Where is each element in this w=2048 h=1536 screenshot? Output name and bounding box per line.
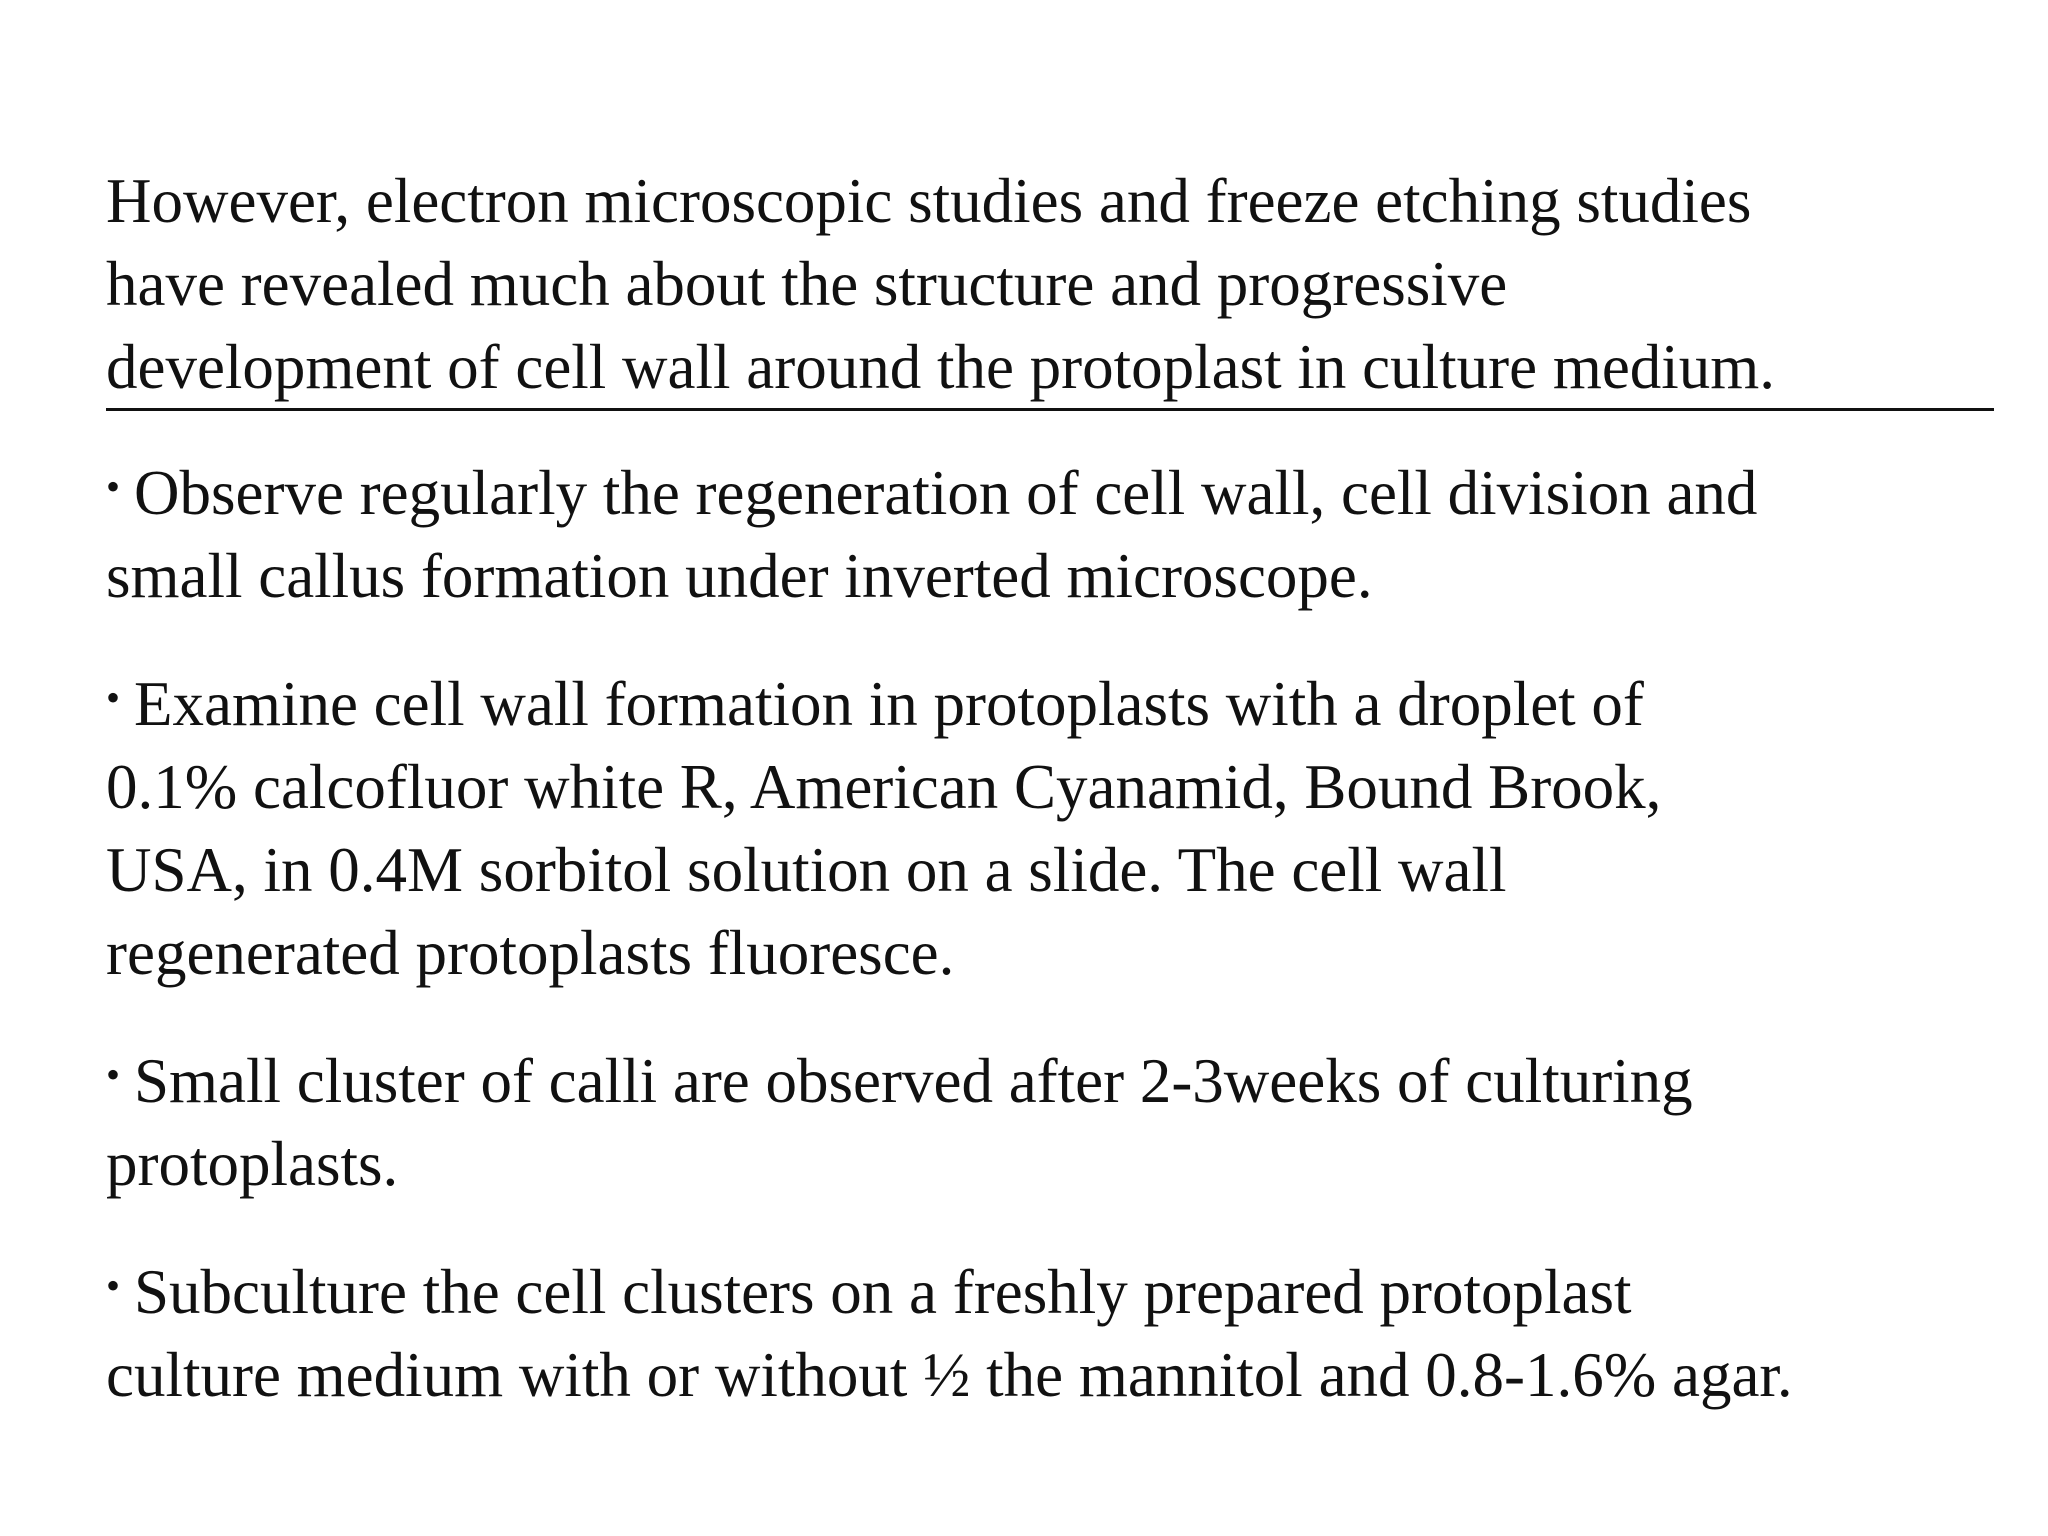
bullet-4-line-1: Subculture the cell clusters on a freshly prepared protoplast (134, 1257, 1632, 1327)
bullet-2-line-1: Examine cell wall formation in protoplasts with a droplet of (134, 669, 1644, 739)
bullet-marker: • (106, 1263, 121, 1308)
bullet-marker: • (106, 464, 121, 509)
intro-paragraph (106, 160, 1996, 411)
bullet-3-line-1: Small cluster of calli are observed after 2-3weeks of culturing (134, 1046, 1693, 1116)
slide-content (106, 160, 1996, 1455)
intro-line-2: have revealed much about the structure and progressive (106, 249, 1508, 319)
bullet-observe (106, 445, 1996, 618)
bullet-1-line-1: Observe regularly the regeneration of cell wall, cell division and (134, 458, 1758, 528)
intro-line-1: However, electron microscopic studies and freeze etching studies (106, 166, 1752, 236)
bullet-1-line-2: small callus formation under inverted microscope. (106, 541, 1373, 611)
intro-line-3-underlined: development of cell wall around the protoplast in culture medium. (106, 328, 1994, 411)
bullet-marker: • (106, 675, 121, 720)
bullet-3-line-2: protoplasts. (106, 1129, 399, 1199)
bullet-subculture (106, 1244, 1996, 1417)
bullet-marker: • (106, 1052, 121, 1097)
bullet-examine (106, 656, 1996, 995)
bullet-2-line-2: 0.1% calcofluor white R, American Cyanamid, Bound Brook, (106, 752, 1662, 822)
bullet-calli (106, 1033, 1996, 1206)
bullet-2-line-3: USA, in 0.4M sorbitol solution on a slide. The cell wall (106, 835, 1507, 905)
bullet-2-line-4: regenerated protoplasts fluoresce. (106, 918, 955, 988)
bullet-4-line-2: culture medium with or without ½ the mannitol and 0.8-1.6% agar. (106, 1340, 1793, 1410)
